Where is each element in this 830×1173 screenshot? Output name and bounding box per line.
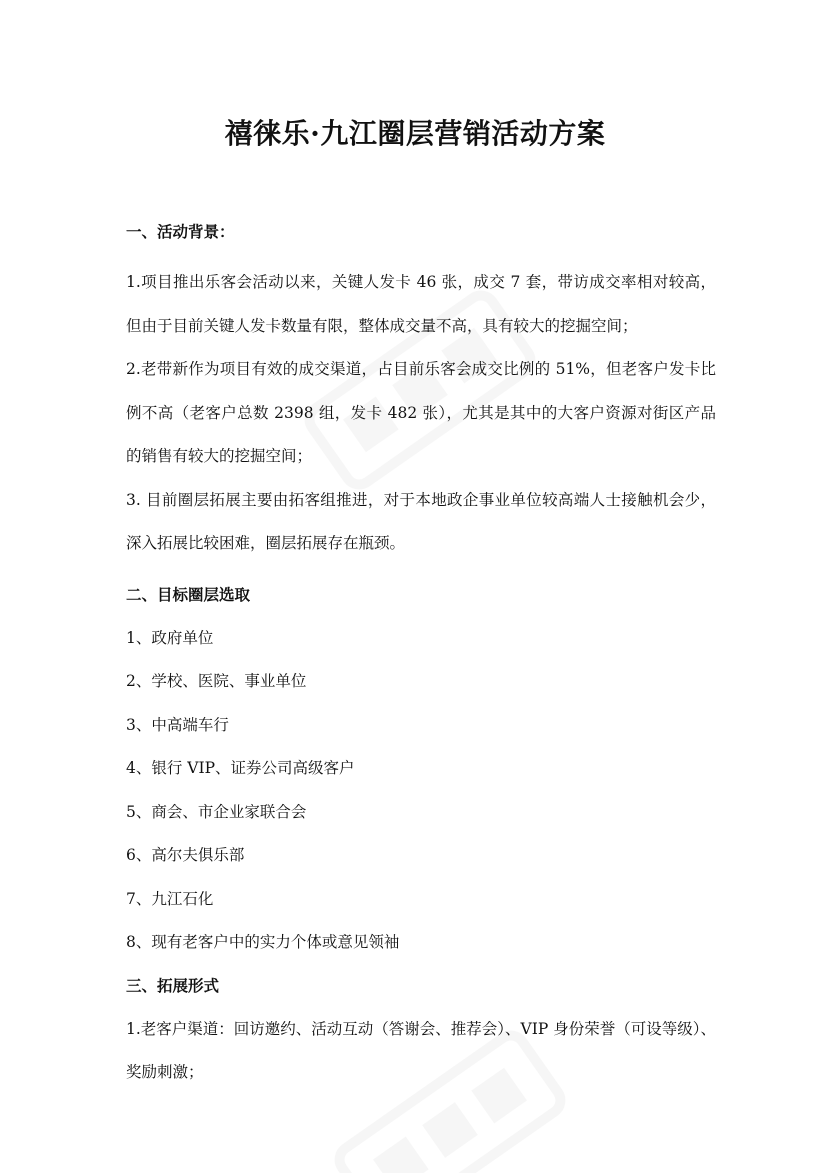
list-item: 6、高尔夫俱乐部 — [126, 846, 245, 864]
paragraph: 2.老带新作为项目有效的成交渠道，占目前乐客会成交比例的 51%，但老客户发卡比例不高（老客户总数 2398 组，发卡 482 张），尤其是其中的大客户资源对街区产品的销售有较大的挖掘空间； — [126, 360, 716, 465]
document-title: 禧徕乐·九江圈层营销活动方案 — [224, 117, 606, 150]
list-item: 1、政府单位 — [126, 628, 214, 647]
list-item: 4、银行 VIP、证券公司高级客户 — [126, 759, 355, 777]
section-heading: 三、拓展形式 — [126, 975, 220, 995]
section-background — [126, 218, 716, 566]
paragraph: 1.老客户渠道：回访邀约、活动互动（答谢会、推荐会）、VIP 身份荣誉（可设等级）、奖励刺激； — [126, 1019, 716, 1081]
section-heading: 一、活动背景： — [126, 222, 235, 241]
list-item: 2、学校、医院、事业单位 — [126, 672, 307, 690]
document-body — [126, 218, 716, 1095]
paragraph: 1.项目推出乐客会活动以来，关键人发卡 46 张，成交 7 套，带访成交率相对较高，但由于目前关键人发卡数量有限，整体成交量不高，具有较大的挖掘空间； — [126, 273, 716, 335]
section-expansion-form — [126, 972, 716, 1095]
paragraph: 3. 目前圈层拓展主要由拓客组推进，对于本地政企事业单位较高端人士接触机会少，深入拓展比较困难，圈层拓展存在瓶颈。 — [126, 490, 716, 552]
section-heading: 二、目标圈层选取 — [126, 584, 251, 604]
section-target-circles — [126, 581, 716, 957]
list-item: 5、商会、市企业家联合会 — [126, 802, 307, 821]
list-item: 8、现有老客户中的实力个体或意见领袖 — [126, 933, 400, 951]
list-item: 7、九江石化 — [126, 889, 214, 908]
list-item: 3、中高端车行 — [126, 715, 229, 734]
